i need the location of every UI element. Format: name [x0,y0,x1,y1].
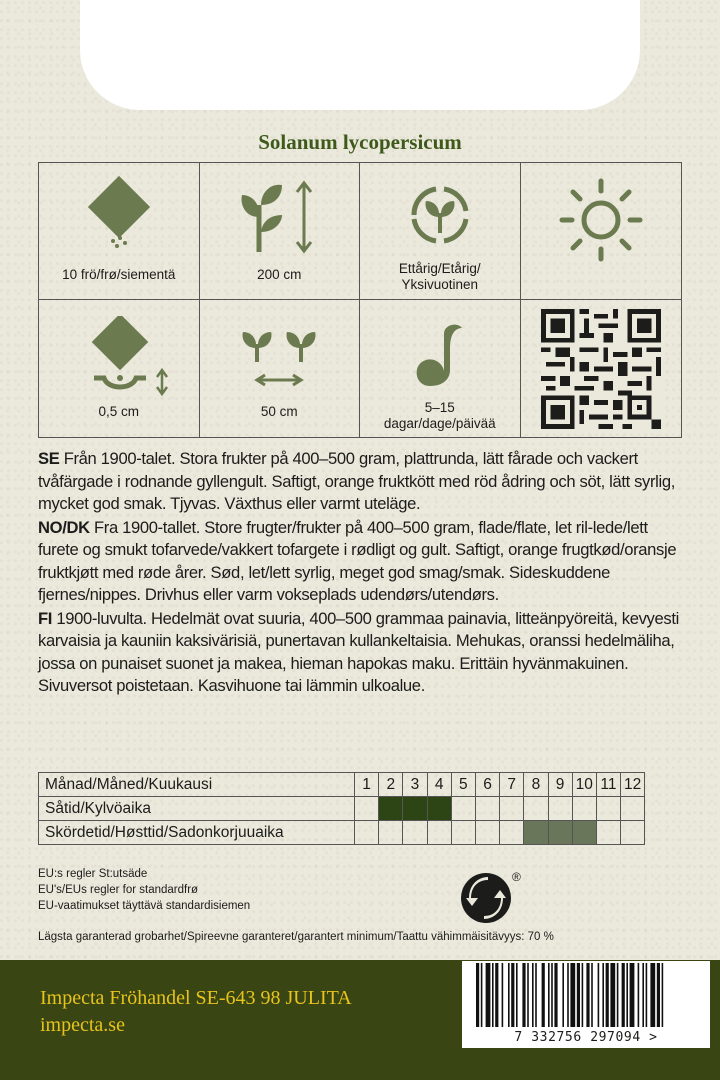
calendar-cell-month-6 [475,821,499,845]
barcode-bars [462,961,710,1031]
latin-name: Solanum lycopersicum [258,130,462,154]
description-text: Från 1900-talet. Stora frukter på 400–500 gram, plattrunda, lätt fårade och vackert tvåfärgade i rodnande gyllengult. Saftigt, orange fruktkött med röd ådring och söt, lätt syrlig, mycket god smak. Tjyvas. Växthus eller varmt uteläge. [38,449,675,513]
hang-hole-cutout [80,0,640,110]
calendar-row-har [39,821,645,845]
germination-icon [400,314,480,394]
month-header-3: 3 [403,773,427,797]
calendar-cell-month-9 [548,821,572,845]
eu-rule-no-dk: EU's/EUs regler for standardfrø [38,884,199,896]
calendar-cell-month-11 [596,797,620,821]
sowing-depth-label: 0,5 cm [98,404,139,419]
lifecycle-label: Ettårig/Etårig/ Yksivuotinen [398,261,481,292]
calendar-row-label: Skördetid/Høsttid/Sadonkorjuuaika [39,821,355,845]
month-header-7: 7 [500,773,524,797]
company-name: Impecta Fröhandel SE-643 98 JULITA [40,987,352,1009]
plant-height-label: 200 cm [257,267,302,282]
plant-spacing-label: 50 cm [260,404,298,419]
calendar-cell-month-2 [379,797,403,821]
calendar-cell-month-6 [475,797,499,821]
growing-calendar [38,772,645,845]
month-header-6: 6 [475,773,499,797]
sun-cell [521,163,682,300]
variety-descriptions [38,448,688,699]
green-dot-recycle-icon [456,866,528,926]
language-code: NO/DK [38,517,90,537]
annual-cycle-icon [400,175,480,255]
description-no-dk [38,517,688,607]
month-header-5: 5 [451,773,475,797]
lifecycle-cell [360,163,521,300]
calendar-cell-month-12 [621,797,645,821]
calendar-row-label: Såtid/Kylvöaika [39,797,355,821]
barcode [462,961,710,1048]
eu-rule-se: EU:s regler St:utsäde [38,868,148,880]
calendar-cell-month-4 [427,797,451,821]
description-text: Fra 1900-tallet. Store frugter/frukter på 400–500 gram, flade/flate, let ril-lede/lett furete og smukt tofarvede/vakkert tofargete i rødligt og gult. Saftigt, orange frugtkød/oransje fruktkjøtt med røde årer. Sød, let/lett syrlig, meget god smag/smak. Sideskuddene fjernes/nippes. Drivhus eller varm vokseplads udendørs/utendørs. [38,517,677,604]
seed-count-label: 10 frö/frø/siementä [62,267,176,282]
calendar-cell-month-9 [548,797,572,821]
calendar-cell-month-5 [451,797,475,821]
month-header-11: 11 [596,773,620,797]
calendar-cell-month-11 [596,821,620,845]
calendar-cell-month-3 [403,821,427,845]
language-code: FI [38,608,53,628]
germination-time-cell [360,300,521,437]
qr-cell [521,300,682,437]
calendar-cell-month-3 [403,797,427,821]
month-header-9: 9 [548,773,572,797]
germination-time-label: 5–15 dagar/dage/päivää [383,400,496,431]
sowing-depth-cell [39,300,200,437]
calendar-cell-month-7 [500,797,524,821]
plant-spacing-cell [200,300,361,437]
calendar-cell-month-10 [572,821,596,845]
company-info [40,985,352,1039]
calendar-cell-month-1 [355,821,379,845]
calendar-cell-month-1 [355,797,379,821]
growing-info-grid [38,162,682,438]
sun-icon [556,175,646,265]
description-se [38,448,688,516]
plant-height-icon [234,177,324,257]
seed-packet-icon [79,175,159,255]
description-text: 1900-luvulta. Hedelmät ovat suuria, 400–500 grammaa painavia, litteänpyöreitä, kevyesti karvaisia ja kauniin kaksivärisiä, punertavan kullankeltaisia. Mehukas, oranssi hedelmäliha, jossa on punaiset suonet ja makea, hieman hapokas maku. Erittäin hyvänmakuinen. Sivuversot poistetaan. Kasvihuone tai lämmin ulkoalue. [38,608,679,695]
eu-rule-fi: EU-vaatimukset täyttävä standardisiemen [38,900,251,912]
month-header-2: 2 [379,773,403,797]
barcode-number: 7 332756 297094 > [514,1030,658,1045]
month-header-1: 1 [355,773,379,797]
calendar-cell-month-2 [379,821,403,845]
month-header-8: 8 [524,773,548,797]
calendar-cell-month-10 [572,797,596,821]
month-header-10: 10 [572,773,596,797]
calendar-cell-month-12 [621,821,645,845]
green-dot-mark [456,866,528,931]
calendar-row-sow [39,797,645,821]
description-fi [38,608,688,698]
seed-count-cell [39,163,200,300]
registered-mark: ® [512,870,521,884]
calendar-header-label: Månad/Måned/Kuukausi [39,773,355,797]
company-website: impecta.se [40,1014,125,1036]
sowing-depth-icon [64,316,174,396]
calendar-cell-month-7 [500,821,524,845]
eu-rules [38,866,250,914]
language-code: SE [38,449,60,468]
plant-height-cell [200,163,361,300]
germination-guarantee: Lägsta garanterad grobarhet/Spireevne garanteret/garantert minimum/Taattu vähimmäisitävyys: 70 % [38,931,554,943]
month-header-12: 12 [621,773,645,797]
calendar-cell-month-8 [524,797,548,821]
calendar-cell-month-4 [427,821,451,845]
qr-code-icon[interactable] [541,309,661,429]
calendar-header-row [39,773,645,797]
plant-spacing-icon [229,322,329,392]
month-header-4: 4 [427,773,451,797]
calendar-cell-month-5 [451,821,475,845]
calendar-cell-month-8 [524,821,548,845]
